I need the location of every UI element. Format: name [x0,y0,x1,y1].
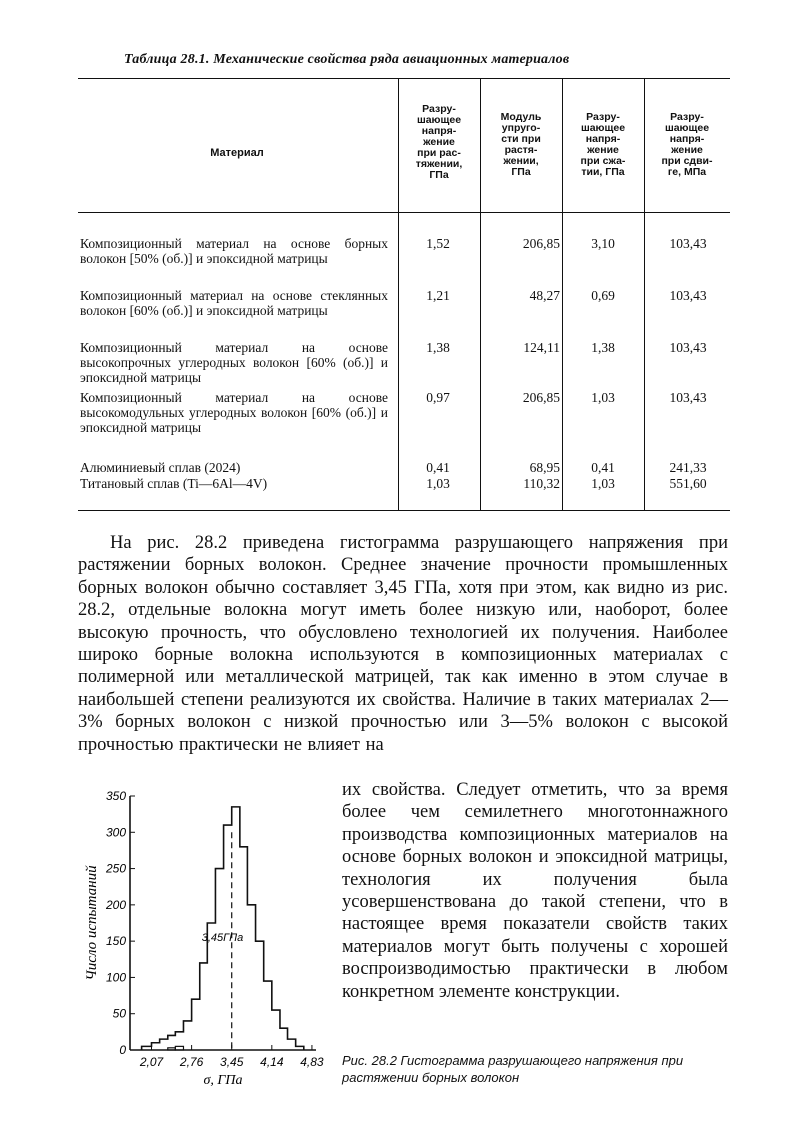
properties-table [78,78,730,510]
body-paragraph-continued: их свойства. Следует отметить, что за время более чем семилетнего многотоннажного производства композиционных материалов на основе борных волокон и эпоксидной матрицы, технология их получения была усовершенствована до такой степени, что в настоящее время показатели свойств таких материалов могут быть получены с хорошей воспроизводимостью практически в любом конкретном элементе конструкции. [342,780,728,1002]
histogram-bar [280,1028,288,1050]
cell-tensile-strength: 1,52 [426,236,450,251]
header-line: Модуль [500,111,542,123]
cell-tensile-strength: 1,38 [426,340,450,355]
header-line: при сдви- [661,155,713,167]
cell-compressive-strength: 0,41 [591,460,615,475]
cell-tensile-modulus: 48,27 [529,288,560,303]
header-line: растя- [504,144,538,156]
y-tick-label: 50 [112,1006,126,1021]
histogram-bar [232,807,240,1050]
cell-tensile-strength: 1,03 [426,476,450,491]
cell-material: Композиционный материал на основе высокопрочных углеродных волокон [60% (об.)] и эпоксидной матрицы [80,340,388,385]
header-shear-strength [644,112,730,178]
histogram-chart [78,784,328,1094]
cell-material: Композиционный материал на основе высокомодульных углеродных волокон [60% (об.)] и эпоксидной матрицы [80,390,388,435]
x-tick-label: 3,45 [220,1055,244,1069]
y-tick-label: 100 [105,970,126,985]
histogram-bar [175,1032,183,1050]
header-line: напря- [585,133,621,145]
cell-material: Композиционный материал на основе стеклянных волокон [60% (об.)] и эпоксидной матрицы [80,288,388,318]
y-tick-label: 0 [119,1043,126,1057]
cell-shear-strength: 103,43 [669,236,707,251]
x-axis-label: σ, ГПа [203,1073,243,1088]
cell-compressive-strength: 3,10 [591,236,615,251]
header-material: Материал [210,147,264,159]
histogram-figure [78,784,328,1094]
header-line: тяжении, [415,158,463,170]
cell-compressive-strength: 1,03 [591,476,615,491]
cell-tensile-strength: 1,21 [426,288,450,303]
histogram-bar [264,981,272,1050]
histogram-bar [192,999,200,1050]
cell-tensile-modulus: 68,95 [529,460,560,475]
cell-compressive-strength: 0,69 [591,288,615,303]
header-line: ге, МПа [667,166,707,178]
cell-tensile-strength: 0,97 [426,390,450,405]
cell-tensile-strength: 0,41 [426,460,450,475]
table-top-rule [78,78,730,79]
header-line: при рас- [417,147,461,159]
cell-tensile-modulus: 206,85 [522,390,560,405]
header-tensile-strength [398,104,480,181]
cell-tensile-modulus: 124,11 [523,340,560,355]
table-bottom-rule [78,510,730,511]
y-tick-label: 150 [105,934,126,949]
cell-tensile-modulus: 110,32 [523,476,560,491]
cell-shear-strength: 103,43 [669,390,707,405]
table-caption: Таблица 28.1. Механические свойства ряда авиационных материалов [124,52,570,67]
header-line: при сжа- [580,155,626,167]
x-tick-label: 2,76 [179,1055,204,1069]
mean-annotation: 3,45ГПа [201,932,244,945]
histogram-bar [247,905,255,1050]
header-line: жение [587,144,619,156]
y-axis-label: Число испытаний [84,865,100,981]
histogram-bar [215,869,223,1050]
histogram-bar [272,1010,280,1050]
header-line: напря- [421,125,457,137]
header-line: жение [423,136,455,148]
histogram-bar [200,963,208,1050]
cell-material: Композиционный материал на основе борных волокон [50% (об.)] и эпоксидной матрицы [80,236,388,266]
cell-shear-strength: 103,43 [669,340,707,355]
table-header-rule [78,212,730,213]
header-line: ГПа [429,169,449,181]
y-tick-label: 200 [105,897,126,912]
header-line: жение [671,144,703,156]
y-tick-label: 250 [105,861,126,876]
header-line: тии, ГПа [581,166,625,178]
histogram-bar [183,1021,191,1050]
cell-compressive-strength: 1,38 [591,340,615,355]
body-paragraph: На рис. 28.2 приведена гистограмма разрушающего напряжения при растяжении борных волокон. Среднее значение прочности промышленных борных волокон обычно составляет 3,45 ГПа, хотя при этом, как видно из рис. 28.2, отдельные волокна могут иметь более низкую или, наоборот, более высокую прочность, что обусловлено технологией их получения. Наиболее широко борные волокна используются в композиционных материалах с полимерной или металлической матрицей, так как именно в этом случае в наибольшей степени реализуются их свойства. Наличие в таких материалах 2—3% борных волокон с низкой прочностью или 3—5% волокон с высокой прочностью практически не влияет на [78,533,728,755]
header-line: шающее [664,122,710,134]
header-line: упруго- [501,122,541,134]
cell-shear-strength: 551,60 [669,476,707,491]
histogram-bar [256,941,264,1050]
header-compressive-strength [562,112,644,178]
histogram-bar [160,1039,168,1050]
header-line: ГПа [511,166,531,178]
header-line: Разру- [422,103,456,115]
cell-material: Алюминиевый сплав (2024) [80,460,241,475]
histogram-bar [152,1043,160,1050]
header-line: Разру- [586,111,620,123]
cell-tensile-modulus: 206,85 [522,236,560,251]
cell-shear-strength: 103,43 [669,288,707,303]
y-tick-label: 350 [105,789,126,803]
cell-material: Титановый сплав (Ti—6Al—4V) [80,476,268,491]
histogram-bar [288,1039,296,1050]
header-line: шающее [416,114,462,126]
header-line: Разру- [670,111,704,123]
cell-shear-strength: 241,33 [669,460,707,475]
x-tick-label: 2,07 [139,1055,164,1069]
figure-caption: Рис. 28.2 Гистограмма разрушающего напряжения при растяжении борных волокон [342,1053,684,1085]
histogram-bar [142,1046,152,1050]
cell-compressive-strength: 1,03 [591,390,615,405]
header-line: напря- [669,133,705,145]
header-line: сти при [501,133,541,145]
y-tick-label: 300 [105,825,126,840]
histogram-bar [240,847,248,1050]
x-tick-label: 4,83 [300,1055,324,1069]
header-tensile-modulus [480,112,562,178]
x-tick-label: 4,14 [260,1055,284,1069]
histogram-bar [296,1046,304,1050]
header-line: шающее [580,122,626,134]
header-line: жении, [503,155,539,167]
